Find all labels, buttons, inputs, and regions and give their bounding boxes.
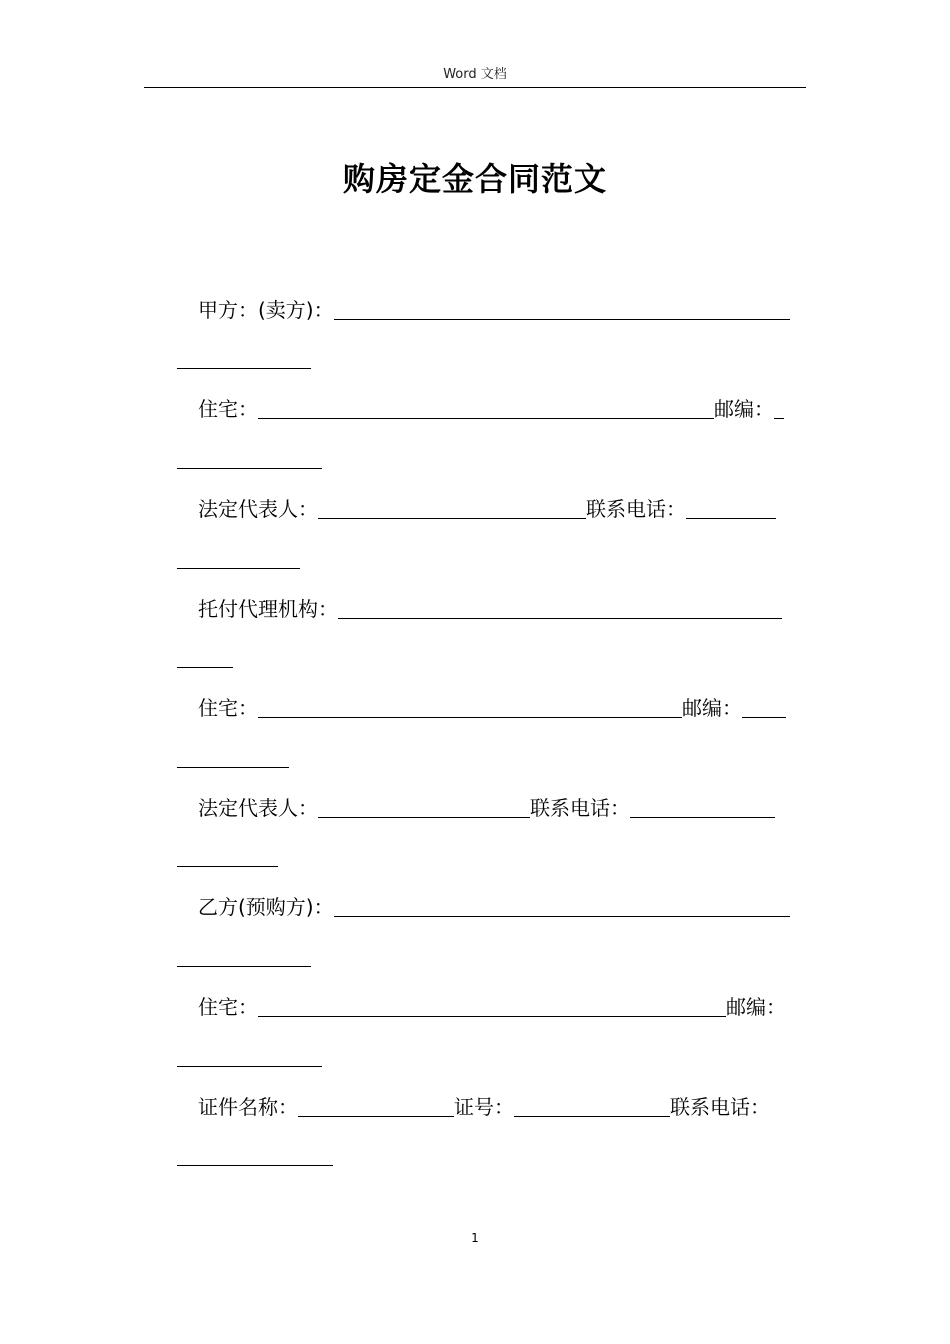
field-label: 联系电话： bbox=[586, 497, 686, 521]
field-buyer-id bbox=[198, 1093, 770, 1121]
blank-line[interactable] bbox=[630, 797, 775, 818]
blank-line-continuation[interactable] bbox=[177, 966, 311, 967]
blank-line[interactable] bbox=[298, 1096, 454, 1117]
field-seller-address bbox=[198, 395, 784, 423]
field-label: 住宅： bbox=[198, 995, 258, 1019]
field-seller bbox=[198, 296, 790, 324]
field-label: 邮编： bbox=[682, 696, 742, 720]
blank-line[interactable] bbox=[258, 398, 714, 419]
field-label: 法定代表人： bbox=[198, 497, 318, 521]
field-label: 住宅： bbox=[198, 696, 258, 720]
blank-line-continuation[interactable] bbox=[177, 1165, 333, 1166]
blank-line[interactable] bbox=[258, 996, 726, 1017]
blank-line[interactable] bbox=[318, 797, 530, 818]
blank-line[interactable] bbox=[514, 1096, 670, 1117]
field-agent bbox=[198, 595, 782, 623]
blank-line[interactable] bbox=[338, 598, 782, 619]
field-label: 邮编： bbox=[714, 397, 774, 421]
field-label: 证号： bbox=[454, 1095, 514, 1119]
page-number: 1 bbox=[471, 1231, 479, 1245]
field-agent-address bbox=[198, 694, 786, 722]
field-label: 乙方(预购方)： bbox=[198, 895, 334, 919]
field-label: 甲方：(卖方)： bbox=[198, 298, 334, 322]
blank-line-continuation[interactable] bbox=[177, 568, 300, 569]
field-buyer-address bbox=[198, 993, 786, 1021]
blank-line[interactable] bbox=[774, 398, 784, 419]
field-label: 邮编： bbox=[726, 995, 786, 1019]
field-seller-legal-rep bbox=[198, 495, 776, 523]
blank-line-continuation[interactable] bbox=[177, 468, 322, 469]
blank-line-continuation[interactable] bbox=[177, 866, 278, 867]
field-label: 住宅： bbox=[198, 397, 258, 421]
field-label: 证件名称： bbox=[198, 1095, 298, 1119]
blank-line[interactable] bbox=[334, 896, 790, 917]
document-title: 购房定金合同范文 bbox=[342, 160, 607, 198]
blank-line[interactable] bbox=[686, 498, 776, 519]
blank-line-continuation[interactable] bbox=[177, 368, 311, 369]
blank-line[interactable] bbox=[742, 697, 786, 718]
blank-line-continuation[interactable] bbox=[177, 767, 289, 768]
header-rule bbox=[144, 87, 806, 88]
field-label: 联系电话： bbox=[530, 796, 630, 820]
blank-line[interactable] bbox=[334, 299, 790, 320]
blank-line-continuation[interactable] bbox=[177, 1066, 322, 1067]
page-header: Word 文档 bbox=[443, 67, 507, 82]
field-label: 法定代表人： bbox=[198, 796, 318, 820]
blank-line[interactable] bbox=[258, 697, 682, 718]
field-agent-legal-rep bbox=[198, 794, 775, 822]
field-buyer bbox=[198, 893, 790, 921]
field-label: 联系电话： bbox=[670, 1095, 770, 1119]
field-label: 托付代理机构： bbox=[198, 597, 338, 621]
blank-line[interactable] bbox=[318, 498, 586, 519]
blank-line-continuation[interactable] bbox=[177, 667, 233, 668]
